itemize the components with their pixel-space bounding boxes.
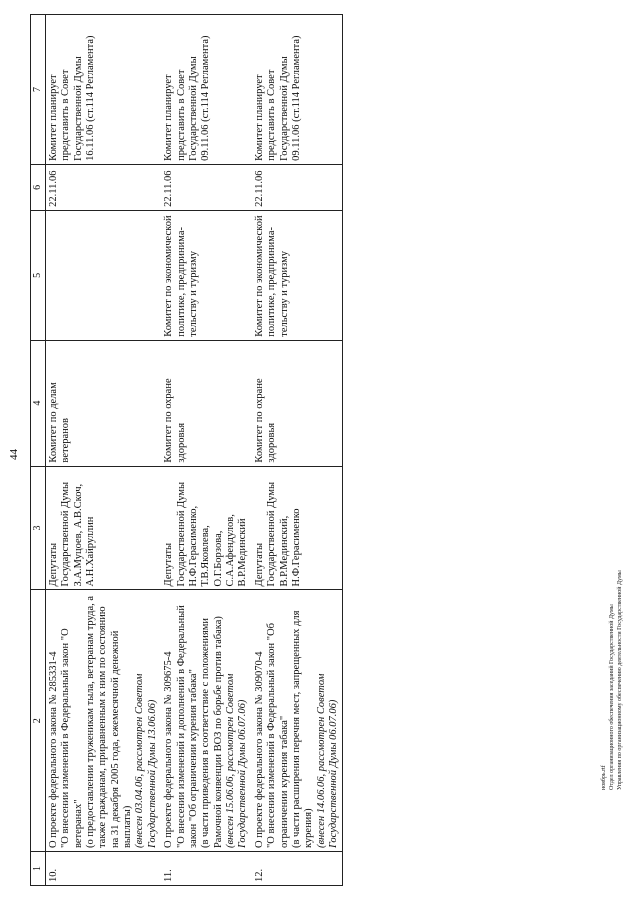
committee-cell: Комитет по делам ветеранов <box>45 340 161 466</box>
table-row <box>252 15 343 886</box>
bill-title: О проекте федерального закона № 285331-4 <box>47 651 59 849</box>
column-header: 3 <box>31 466 46 590</box>
note-cell: Комитет планирует представить в Совет Государственной Думы 09.11.06 (ст.114 Регламента) <box>252 15 343 165</box>
bill-status: (внесен 03.04.06, рассмотрен Советом Государственной Думы 13.06.06) <box>134 673 158 849</box>
column-header: 7 <box>31 15 46 165</box>
table-row <box>161 15 252 886</box>
co-committee-cell: Комитет по экономической политике, предпринима-тельству и туризму <box>252 210 343 340</box>
bill-name: "О внесении изменений в Федеральный закон "О ветеранах" <box>60 628 84 849</box>
note-cell: Комитет планирует представить в Совет Государственной Думы 09.11.06 (ст.114 Регламента) <box>161 15 252 165</box>
column-header: 4 <box>31 340 46 466</box>
date-cell: 22.11.06 <box>45 164 161 210</box>
authors-names: З.А.Муцоев, А.В.Скоч, А.Н.Хайруллин <box>72 483 96 587</box>
bills-table <box>30 14 343 886</box>
footer-file: ноябрь.rtf <box>601 765 607 790</box>
footer-dept: Отдел организационного обеспечения заседаний Государственной Думы <box>609 604 616 790</box>
bill-note: (в части расширения перечня мест, запрещенных для курения) <box>290 610 315 849</box>
table-row <box>45 15 161 886</box>
date-cell: 22.11.06 <box>161 164 252 210</box>
co-committee-cell: Комитет по экономической политике, предпринима-тельству и туризму <box>161 210 252 340</box>
authors-intro: Депутаты Государственной Думы <box>253 481 278 587</box>
column-header: 2 <box>31 590 46 852</box>
column-header: 5 <box>31 210 46 340</box>
row-number: 11. <box>161 852 252 886</box>
authors-cell <box>45 466 161 590</box>
authors-cell <box>252 466 343 590</box>
bill-status: (внесен 14.06.06, рассмотрен Советом Государственной Думы 06.07.06) <box>315 673 340 849</box>
bill-name: "О внесении изменений в Федеральный закон "Об ограничении курения табака" <box>266 623 290 849</box>
bill-cell <box>45 590 161 852</box>
bill-note: (о предоставлении труженикам тыла, ветеранам труда, а также гражданам, приравненным к ним по состоянию на 31 декабря 2005 года, ежемесячной денежной выплаты) <box>84 595 134 849</box>
bill-name: "О внесении изменений и дополнений в Федеральный закон "Об ограничении курения табака" <box>175 605 199 849</box>
date-cell: 22.11.06 <box>252 164 343 210</box>
committee-cell: Комитет по охране здоровья <box>161 340 252 466</box>
committee-cell: Комитет по охране здоровья <box>252 340 343 466</box>
bill-cell <box>252 590 343 852</box>
authors-cell <box>161 466 252 590</box>
row-number: 12. <box>252 852 343 886</box>
authors-intro: Депутаты Государственной Думы <box>163 481 187 587</box>
row-number: 10. <box>45 852 161 886</box>
bill-note: (в части приведения в соответствие с положениями Рамочной конвенции ВОЗ по борьбе против табака) <box>200 616 224 849</box>
co-committee-cell <box>45 210 161 340</box>
column-header: 6 <box>31 164 46 210</box>
bill-cell <box>161 590 252 852</box>
note-cell: Комитет планирует представить в Совет Государственной Думы 16.11.06 (ст.114 Регламента) <box>45 15 161 165</box>
authors-names: Н.Ф.Герасименко, Т.В.Яковлева, О.Г.Борзова, С.А.Афендулов, В.Р.Мединский <box>187 505 249 587</box>
authors-intro: Депутаты Государственной Думы <box>47 481 72 587</box>
bill-title: О проекте федерального закона № 309675-4 <box>163 651 175 849</box>
table-header-row <box>31 15 46 886</box>
bill-title: О проекте федерального закона № 309070-4 <box>253 651 265 849</box>
authors-names: В.Р.Мединский, Н.Ф.Герасименко <box>278 508 302 587</box>
page-number: 44 <box>8 449 20 460</box>
footer-office: Управления по организационному обеспечению деятельности Государственной Думы <box>617 570 624 790</box>
document-footer <box>600 570 624 790</box>
bill-status: (внесен 15.06.06, рассмотрен Советом Государственной Думы 06.07.06) <box>225 673 249 849</box>
column-header: 1 <box>31 852 46 886</box>
